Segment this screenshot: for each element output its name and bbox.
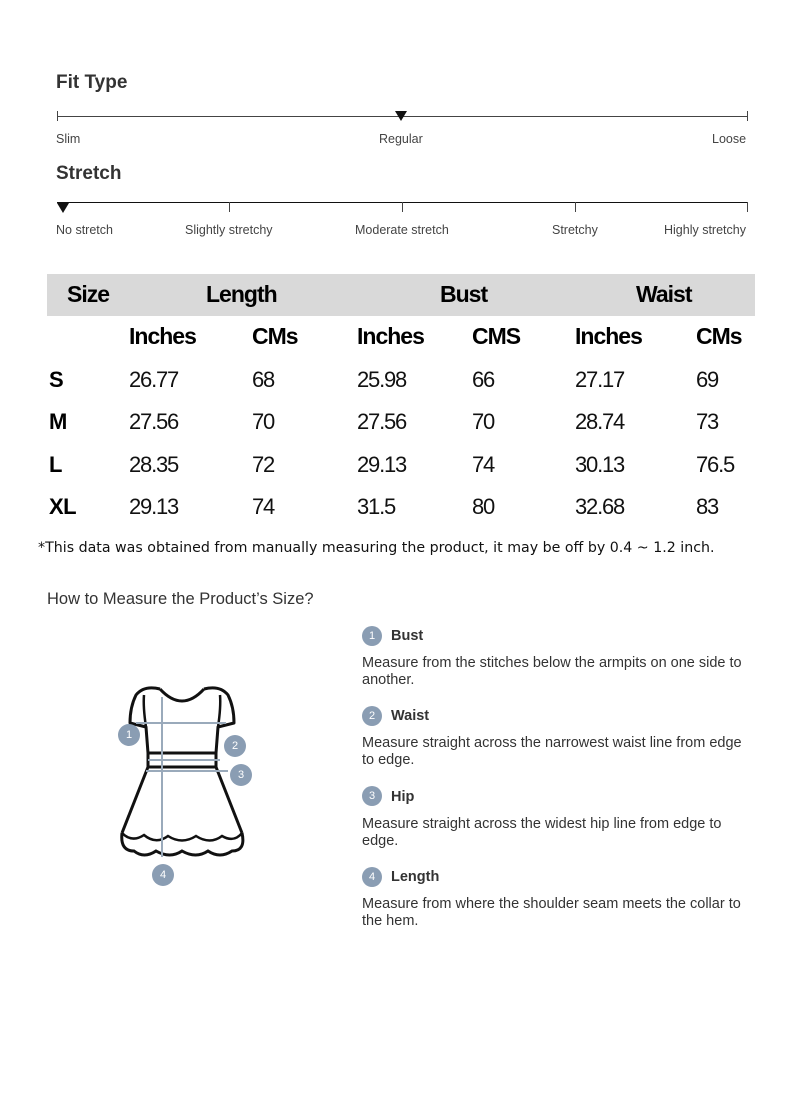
stretch-label-slightly: Slightly stretchy: [185, 223, 273, 237]
header-bust: Bust: [440, 281, 488, 307]
header-length: Length: [206, 281, 277, 307]
measurement-note: *This data was obtained from manually measuring the product, it may be off by 0.4 ~ 1.2 inch.: [38, 540, 715, 556]
stretch-tick-2: [402, 202, 403, 212]
fit-type-title: Fit Type: [56, 72, 128, 93]
dress-skirt-left: [122, 767, 148, 833]
table-cell: 70: [472, 409, 495, 434]
table-cell: 32.68: [575, 494, 625, 519]
bust-description: Measure from the stitches below the armpits on one side to another.: [362, 655, 742, 688]
length-number-badge: 4: [362, 867, 382, 887]
diagram-badge-1: 1: [118, 724, 140, 746]
waist-title: Waist: [391, 708, 430, 724]
fit-type-tick-right: [747, 111, 748, 121]
stretch-marker: [57, 203, 69, 213]
length-title: Length: [391, 869, 440, 885]
table-cell: 25.98: [357, 367, 407, 392]
diagram-badge-4: 4: [152, 864, 174, 886]
row-size-xl: XL: [49, 494, 77, 519]
size-table-header: [47, 274, 755, 316]
table-cell: 31.5: [357, 494, 396, 519]
diagram-badge-2: 2: [224, 735, 246, 757]
subheader-waist-inches: Inches: [575, 323, 642, 349]
stretch-tick-4: [747, 202, 748, 212]
dress-hem-top: [122, 833, 242, 841]
fit-type-tick-left: [57, 111, 58, 121]
stretch-tick-3: [575, 202, 576, 212]
table-cell: 30.13: [575, 452, 625, 477]
stretch-title: Stretch: [56, 163, 122, 184]
header-size: Size: [67, 281, 110, 307]
fit-type-label-regular: Regular: [379, 132, 423, 146]
stretch-label-highly: Highly stretchy: [664, 223, 746, 237]
table-cell: 70: [252, 409, 275, 434]
bust-number-badge: 1: [362, 626, 382, 646]
table-cell: 74: [472, 452, 495, 477]
stretch-label-stretchy: Stretchy: [552, 223, 598, 237]
table-cell: 29.13: [129, 494, 179, 519]
stretch-tick-1: [229, 202, 230, 212]
bust-title: Bust: [391, 628, 424, 644]
table-cell: 76.5: [696, 452, 735, 477]
table-cell: 28.35: [129, 452, 179, 477]
table-cell: 69: [696, 367, 719, 392]
table-cell: 80: [472, 494, 495, 519]
table-cell: 27.56: [357, 409, 407, 434]
header-waist: Waist: [636, 281, 692, 307]
fit-type-label-loose: Loose: [712, 132, 747, 146]
table-cell: 28.74: [575, 409, 625, 434]
table-cell: 73: [696, 409, 719, 434]
fit-type-marker: [395, 111, 407, 121]
table-cell: 83: [696, 494, 719, 519]
table-cell: 29.13: [357, 452, 407, 477]
table-cell: 27.56: [129, 409, 179, 434]
length-description: Measure from where the shoulder seam meets the collar to the hem.: [362, 896, 741, 929]
table-cell: 66: [472, 367, 495, 392]
subheader-length-cms: CMs: [252, 323, 298, 349]
table-cell: 68: [252, 367, 275, 392]
table-cell: 27.17: [575, 367, 625, 392]
subheader-bust-inches: Inches: [357, 323, 424, 349]
hip-description: Measure straight across the widest hip line from edge to edge.: [362, 816, 722, 849]
waist-description: Measure straight across the narrowest waist line from edge to edge.: [362, 735, 742, 768]
dress-collar: [160, 689, 204, 701]
table-cell: 26.77: [129, 367, 179, 392]
waist-number-badge: 2: [362, 706, 382, 726]
diagram-badge-3: 3: [230, 764, 252, 786]
subheader-length-inches: Inches: [129, 323, 196, 349]
stretch-label-moderate: Moderate stretch: [355, 223, 449, 237]
how-to-measure-title: How to Measure the Product’s Size?: [47, 590, 314, 608]
subheader-bust-cms: CMS: [472, 323, 521, 349]
row-size-l: L: [49, 452, 62, 477]
table-cell: 72: [252, 452, 275, 477]
hip-title: Hip: [391, 789, 415, 805]
table-cell: 74: [252, 494, 275, 519]
stretch-label-no-stretch: No stretch: [56, 223, 113, 237]
row-size-m: M: [49, 409, 67, 434]
subheader-waist-cms: CMs: [696, 323, 742, 349]
fit-type-label-slim: Slim: [56, 132, 81, 146]
row-size-s: S: [49, 367, 64, 392]
hip-number-badge: 3: [362, 786, 382, 806]
